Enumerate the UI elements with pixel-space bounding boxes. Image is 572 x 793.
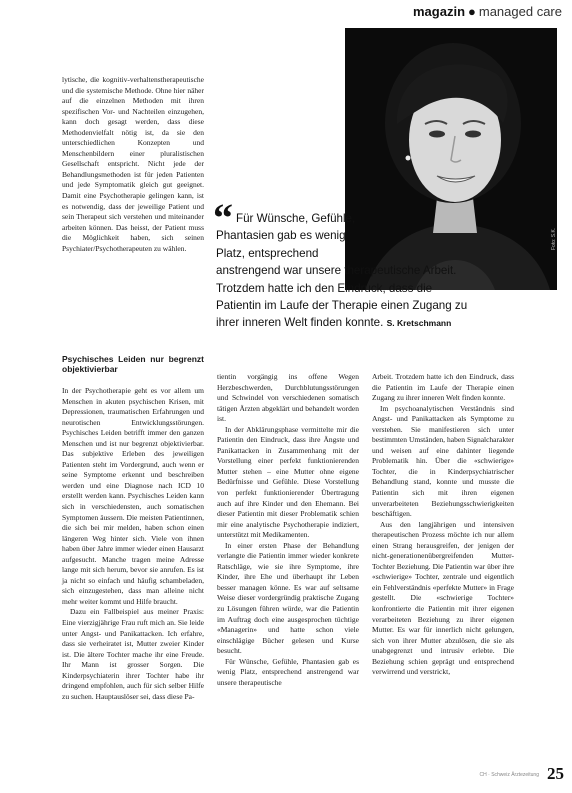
paragraph: In der Abklärungsphase vermittelte mir die Patientin den Eindruck, dass ihre Ängste und Panikattacken in Zusammenhang mit der Vorstellung einer perfekt funktionierenden Mutter stehen – eine Mutter ohne eigene Bedürfnisse und Gefühle. Diese Vorstellung von perfekt funktionierender Übertragung auch auf ihre Kinder und den Ehemann. Bei dieser Patientin mit dieser Problematik schien mir eine analytische Psychotherapie indiziert, unterstützt mit Medikamenten. (217, 424, 359, 540)
paragraph: Arbeit. Trotzdem hatte ich den Eindruck, dass die Patientin im Laufe der Therapie einen Zugang zu ihrer inneren Welt finden konnte. (372, 372, 514, 403)
column-1-top (62, 75, 204, 254)
pull-quote (216, 210, 560, 333)
page-header (413, 4, 562, 19)
quote-line: Phantasien gab es wenig (216, 229, 346, 243)
paragraph: Dazu ein Fallbeispiel aus meiner Praxis: Eine vierzigjährige Frau ruft mich an. Sie leide unter Angst- und Panikattacken. Ich erfahre, dass sie verheiratet ist, Mutter zweier Kinder ist. Die ältere Tochter mache ihr eine Freude. Ihr Mann ist grosser Sorgen. Die Kinderpsychiaterin ihrer Tochter habe ihr dringend empfohlen, auch für sich selber Hilfe zu suchen. Hauptauslöser sei, dass diese Pa- (62, 607, 204, 701)
quote-line: Trotzdem hatte ich den Eindruck, dass die (216, 281, 433, 295)
paragraph: tientin vorgängig ins offene Wegen Herzbeschwerden, Durchblutungsstörungen und Schwindel von verschiedenen somatisch tätigen Ärzten abgeklärt und behandelt worden ist. (217, 372, 359, 424)
quote-line: Patientin im Laufe der Therapie einen Zugang zu (216, 299, 468, 313)
footer-label: CH · Schweiz Ärztezeitung (479, 772, 539, 778)
paragraph: In der Psychotherapie geht es vor allem um Menschen in akuten psychischen Krisen, mit Depressionen, traumatischen Erfahrungen und neurotischen Entwicklungsstörungen. Psychisches Leiden betrifft immer den ganzen Menschen und ist nur begrenzt objektivierbar. Das subjektive Erleben des jeweiligen Patienten steht im Vordergrund, auch wenn er seine Symptome erkennt und beschreiben werden und eine Diagnose nach ICD 10 erstellt werden kann. Psychisches Leiden kann sich in verschiedensten, auch somatischen Symptomen äussern. Die meisten Patientinnen, die sich bei mir melden, haben schon einen längeren Weg hinter sich. Viele von ihnen haben über Jahre immer wieder einen Hausarzt aufgesucht. Manche tragen meine Adresse lange mit sich herum, bevor sie anrufen. Es ist ja nicht so einfach und häufig schambeladen, sich einzugestehen, dass man alleine nicht mehr weiter kommt und Hilfe braucht. (62, 386, 204, 606)
paragraph: In einer ersten Phase der Behandlung verlangte die Patientin immer wieder konkrete Ratschläge, wie sie ihre Symptome, ihre Kinder, ihre Ehe und überhaupt ihr Leben besser managen könne. Es war auf seltsame Weise dieser vordergründig praktische Zugang zu Lösungen führen würde, war die Patientin im Auftrag doch eine ausgesprochen tüchtige «Managerin» und hatte schon viele einschlägige Bücher gelesen und Kurse besucht. (217, 540, 359, 656)
section-label: managed care (478, 4, 562, 19)
column-1-bottom (62, 344, 204, 702)
quote-line: Platz, entsprechend (216, 246, 319, 260)
quote-text: ihrer inneren Welt finden konnte. (216, 316, 384, 330)
column-3 (372, 372, 514, 678)
paragraph: Im psychoanalytischen Verständnis sind Angst- und Panikattacken als Symptome zu verstehen. Sie manifestieren sich unter bestimmten Umständen, haben Signalcharakter und weisen auf eine dahinter liegende Problematik hin. Über die «schwierige» Tochter, die in Kinderpsychiatrischer Behandlung stand, konnte und musste die Patientin sich mit ihren eigenen unverarbeiteten Beziehungsschwierigkeiten beschäftigen. (372, 403, 514, 519)
quote-line: Für Wünsche, Gefühle, (236, 212, 356, 225)
separator-dot-icon: ● (468, 4, 476, 19)
paragraph: Für Wünsche, Gefühle, Phantasien gab es wenig Platz, entsprechend anstrengend war unsere therapeutische (217, 656, 359, 687)
quote-author: S. Kretschmann (386, 318, 452, 329)
quote-line-last (216, 314, 560, 332)
magazine-label: magazin (413, 4, 466, 19)
quote-line: anstrengend war unsere therapeutische Arbeit. (216, 264, 457, 278)
quote-mark-icon: “ (213, 195, 233, 240)
paragraph: lytische, die kognitiv-verhaltenstherapeutische und die systemische Methode. Ohne hier näher auf die einzelnen Methoden mit ihren spezifischen Vor- und Nachteilen einzugehen, kann doch gesagt werden, dass diese Methodenvielfalt nötig ist, da sie den unterschiedlichen Konzepten und Menschenbildern einer pluralistischen Gesellschaft entspricht. Nicht jede der Behandlungsmethoden ist für jeden Patienten und jede Symptomatik gleich gut geeignet. Damit eine Psychotherapie gelingen kann, ist es notwendig, dass der jeweilige Patient und sein Therapeut sich verstehen und miteinander arbeiten können. Das heisst, der Patient muss die Möglichkeit haben, sich seinen Psychiater/Psychotherapeuten zu wählen. (62, 75, 204, 253)
paragraph: Aus den langjährigen und intensiven therapeutischen Prozess möchte ich nur allem einen Strang herausgreifen, der jenigen der nicht-generationenübergreifenden Mutter-Tochter Beziehung. Die Patientin war über ihre «schwierige» Tochter, zentrale und eigentlich ein Fehlverständnis «perfekte Mutter» in Frage gestellt. Die «schwierige Tochter» konfrontierte die Patientin mit ihrer eigenen verarbeiteten Beziehung zu ihrer eigenen Mutter. Es war für innerlich nicht gelungen, sich von ihrer Mutter abzulösen, die sie als unabgegrenzt und intrusiv erlebte. Die Beziehung schien geprägt und entsprechend verwirrend und verstrickt, (372, 519, 514, 677)
section-heading: Psychisches Leiden nur begrenzt objektivierbar (62, 354, 204, 374)
photo-credit: Foto: S.K. (551, 227, 557, 250)
column-2 (217, 372, 359, 688)
page-number: 25 (547, 764, 564, 783)
